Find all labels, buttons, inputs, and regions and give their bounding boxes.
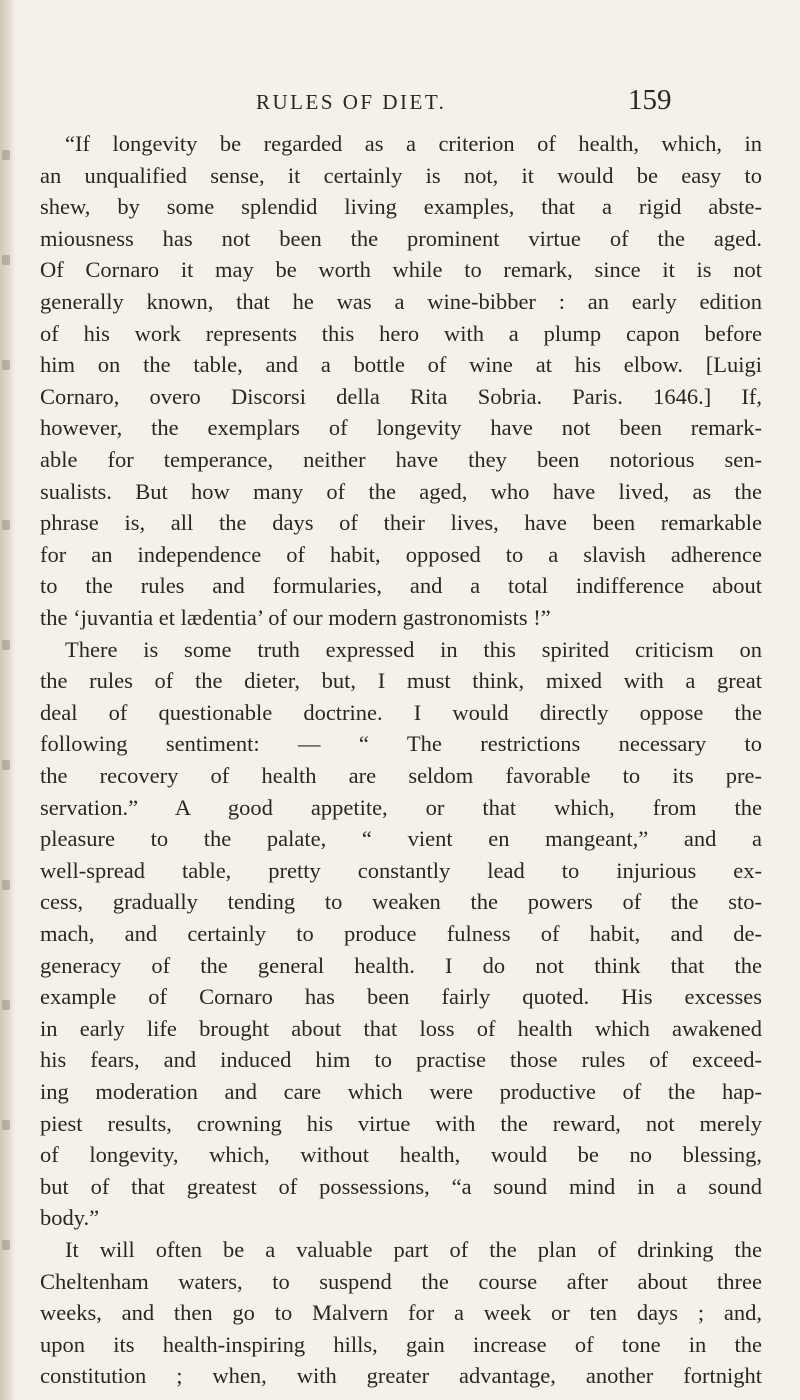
text-line: pleasure to the palate, “ vient en mangeant,” and a <box>40 826 762 851</box>
text-line: sualists. But how many of the aged, who have lived, as the <box>40 479 762 504</box>
margin-mark <box>2 520 10 530</box>
text-line: mach, and certainly to produce fulness of habit, and de- <box>40 921 762 946</box>
text-line: the ‘juvantia et lædentia’ of our modern gastronomists !” <box>40 605 551 630</box>
text-line: generacy of the general health. I do not think that the <box>40 953 762 978</box>
margin-mark <box>2 640 10 650</box>
page-gutter-shadow <box>0 0 16 1400</box>
text-line: his fears, and induced him to practise those rules of exceed- <box>40 1047 762 1072</box>
text-line: following sentiment: — “ The restrictions necessary to <box>40 731 762 756</box>
text-line: “If longevity be regarded as a criterion of health, which, in <box>65 131 762 156</box>
text-line: ing moderation and care which were productive of the hap- <box>40 1079 762 1104</box>
text-line: deal of questionable doctrine. I would directly oppose the <box>40 700 762 725</box>
text-line: Cheltenham waters, to suspend the course after about three <box>40 1269 762 1294</box>
text-line: well-spread table, pretty constantly lead to injurious ex- <box>40 858 762 883</box>
margin-mark <box>2 360 10 370</box>
page-number: 159 <box>628 84 672 116</box>
page-header <box>0 80 800 116</box>
text-line: cess, gradually tending to weaken the powers of the sto- <box>40 889 762 914</box>
text-line: of his work represents this hero with a plump capon before <box>40 321 762 346</box>
margin-mark <box>2 1120 10 1130</box>
text-line: It will often be a valuable part of the plan of drinking the <box>65 1237 762 1262</box>
text-line: body.” <box>40 1205 100 1230</box>
text-line: generally known, that he was a wine-bibber : an early edition <box>40 289 762 314</box>
text-line: miousness has not been the prominent virtue of the aged. <box>40 226 762 251</box>
text-line: for an independence of habit, opposed to a slavish adherence <box>40 542 762 567</box>
text-line: of longevity, which, without health, would be no blessing, <box>40 1142 762 1167</box>
text-line: able for temperance, neither have they been notorious sen- <box>40 447 762 472</box>
text-line: There is some truth expressed in this spirited criticism on <box>65 637 762 662</box>
text-line: him on the table, and a bottle of wine at his elbow. [Luigi <box>40 352 762 377</box>
running-head: RULES OF DIET. <box>256 90 447 114</box>
text-line: servation.” A good appetite, or that which, from the <box>40 795 762 820</box>
margin-mark <box>2 150 10 160</box>
text-line: weeks, and then go to Malvern for a week or ten days ; and, <box>40 1300 762 1325</box>
text-line: the rules of the dieter, but, I must think, mixed with a great <box>40 668 762 693</box>
text-line: to the rules and formularies, and a total indifference about <box>40 573 762 598</box>
margin-mark <box>2 1000 10 1010</box>
text-line: but of that greatest of possessions, “a sound mind in a sound <box>40 1174 762 1199</box>
margin-mark <box>2 255 10 265</box>
text-line: Of Cornaro it may be worth while to remark, since it is not <box>40 257 762 282</box>
margin-mark <box>2 880 10 890</box>
text-line: phrase is, all the days of their lives, have been remarkable <box>40 510 762 535</box>
text-line: constitution ; when, with greater advantage, another fortnight <box>40 1363 762 1388</box>
text-line: however, the exemplars of longevity have not been remark- <box>40 415 762 440</box>
margin-mark <box>2 1240 10 1250</box>
margin-mark <box>2 760 10 770</box>
text-line: in early life brought about that loss of health which awakened <box>40 1016 762 1041</box>
text-line: the recovery of health are seldom favorable to its pre- <box>40 763 762 788</box>
text-line: an unqualified sense, it certainly is not, it would be easy to <box>40 163 762 188</box>
text-line: shew, by some splendid living examples, that a rigid abste- <box>40 194 762 219</box>
text-line: piest results, crowning his virtue with the reward, not merely <box>40 1111 762 1136</box>
text-line: Cornaro, overo Discorsi della Rita Sobria. Paris. 1646.] If, <box>40 384 762 409</box>
text-line: upon its health-inspiring hills, gain increase of tone in the <box>40 1332 762 1357</box>
text-line: example of Cornaro has been fairly quoted. His excesses <box>40 984 762 1009</box>
